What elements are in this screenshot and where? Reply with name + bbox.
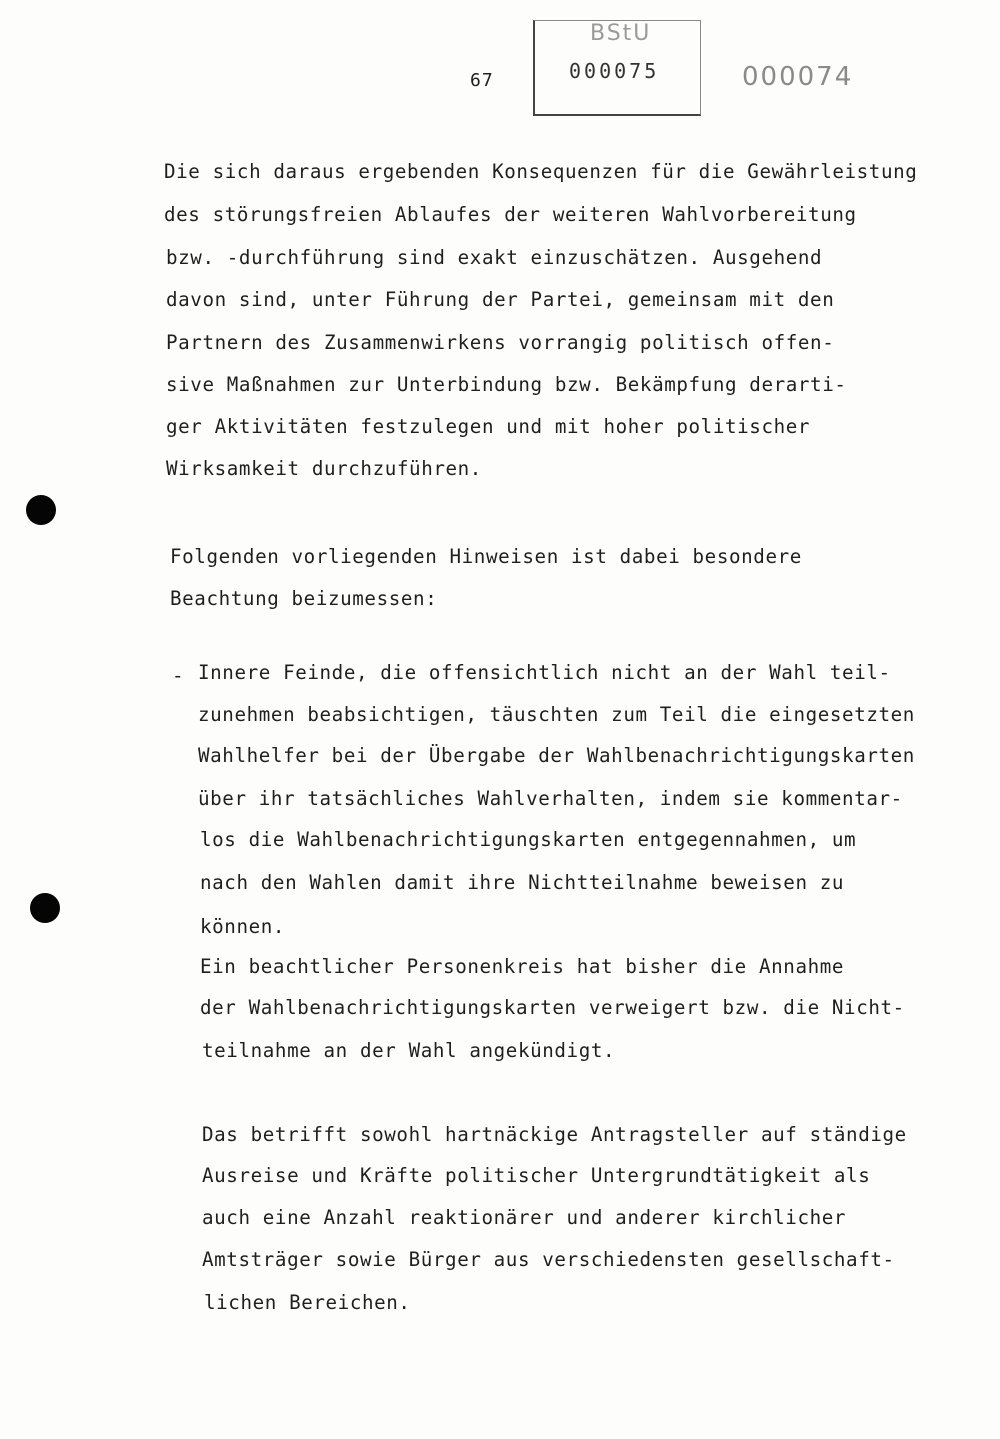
text-line: davon sind, unter Führung der Partei, gemeinsam mit den — [166, 288, 835, 311]
text-line: können. — [200, 915, 286, 938]
text-line: teilnahme an der Wahl angekündigt. — [202, 1039, 616, 1062]
text-line: bzw. -durchführung sind exakt einzuschätzen. Ausgehend — [166, 246, 823, 269]
text-line: nach den Wahlen damit ihre Nichtteilnahme beweisen zu — [200, 871, 845, 894]
text-line: Wirksamkeit durchzuführen. — [166, 457, 482, 480]
text-line: über ihr tatsächliches Wahlverhalten, indem sie kommentar- — [198, 787, 903, 810]
text-line: Partnern des Zusammenwirkens vorrangig politisch offen- — [166, 331, 835, 354]
punch-hole — [30, 893, 60, 923]
text-line: ger Aktivitäten festzulegen und mit hoher politischer — [166, 415, 811, 438]
text-line: Beachtung beizumessen: — [170, 587, 438, 610]
punch-hole — [26, 495, 56, 525]
text-line: Ausreise und Kräfte politischer Untergrundtätigkeit als — [202, 1164, 871, 1187]
archive-stamp — [533, 20, 701, 116]
text-line: der Wahlbenachrichtigungskarten verweigert bzw. die Nicht- — [200, 996, 905, 1019]
text-line: Amtsträger sowie Bürger aus verschiedensten gesellschaft- — [202, 1248, 895, 1271]
stamp-agency-label: BStU — [590, 21, 652, 46]
text-line: Die sich daraus ergebenden Konsequenzen für die Gewährleistung — [164, 160, 918, 183]
page-number: 67 — [470, 70, 494, 91]
text-line: sive Maßnahmen zur Unterbindung bzw. Bekämpfung derarti- — [166, 373, 847, 396]
list-bullet: - — [172, 664, 184, 687]
text-line: Innere Feinde, die offensichtlich nicht an der Wahl teil- — [198, 661, 891, 684]
text-line: los die Wahlbenachrichtigungskarten entgegennahmen, um — [200, 828, 857, 851]
text-line: Folgenden vorliegenden Hinweisen ist dabei besondere — [170, 545, 802, 568]
text-line: lichen Bereichen. — [204, 1291, 411, 1314]
text-line: des störungsfreien Ablaufes der weiteren Wahlvorbereitung — [164, 203, 857, 226]
text-line: auch eine Anzahl reaktionärer und anderer kirchlicher — [202, 1206, 847, 1229]
text-line: Ein beachtlicher Personenkreis hat bisher die Annahme — [200, 955, 845, 978]
text-line: zunehmen beabsichtigen, täuschten zum Teil die eingesetzten — [198, 703, 915, 726]
text-line: Das betrifft sowohl hartnäckige Antragsteller auf ständige — [202, 1123, 907, 1146]
text-line: Wahlhelfer bei der Übergabe der Wahlbenachrichtigungskarten — [198, 744, 915, 767]
stamp-number: 000075 — [569, 59, 660, 83]
archive-number: 000074 — [742, 62, 854, 92]
